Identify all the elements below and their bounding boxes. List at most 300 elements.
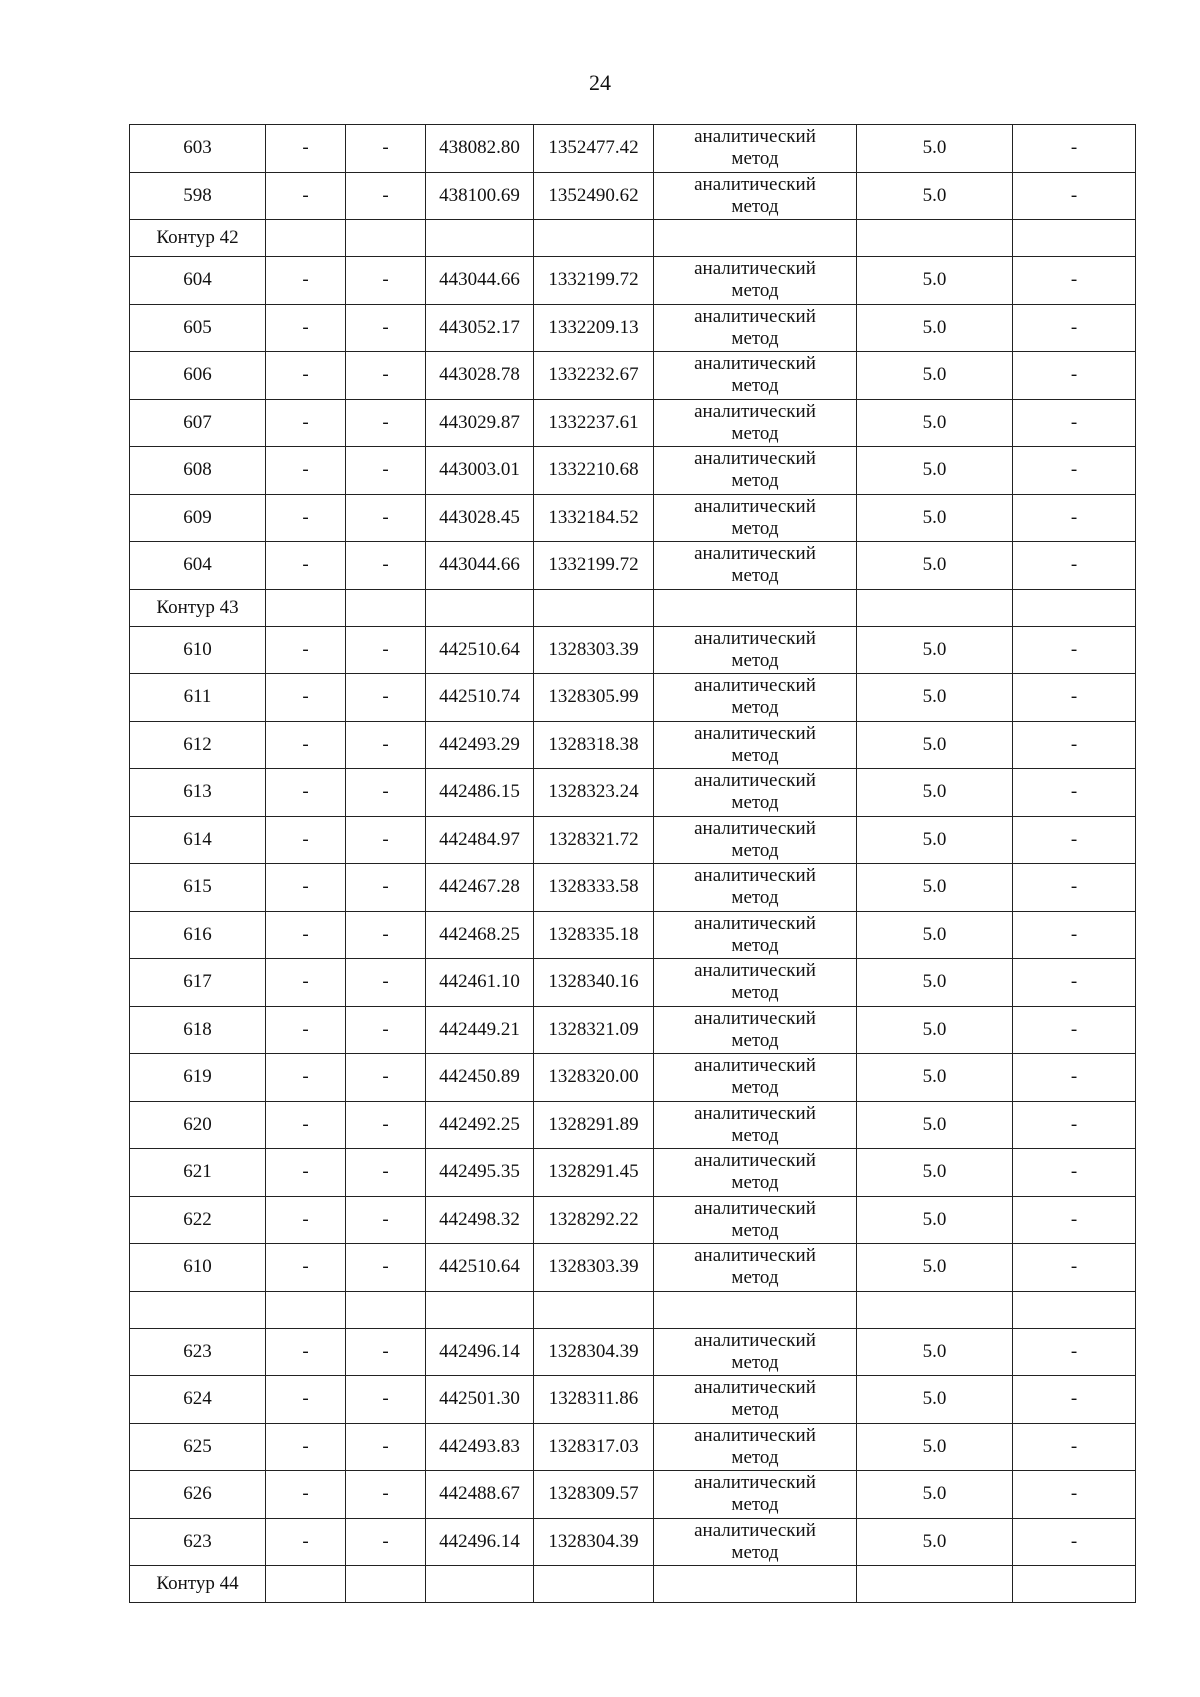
empty-cell [534,589,654,626]
point-row [130,959,1136,1007]
point-row [130,304,1136,352]
point-number: 616 [130,911,266,959]
method-line-1: аналитический [694,1102,816,1124]
empty-dash-cell: - [266,1518,346,1566]
point-row [130,721,1136,769]
method-line-2: метод [731,1351,779,1373]
empty-dash-cell: - [346,542,426,590]
method-line-1: аналитический [694,400,816,422]
method-line-2: метод [731,697,779,719]
x-coordinate: 443028.78 [426,352,534,400]
empty-dash-cell: - [266,1423,346,1471]
method-line-1: аналитический [694,1150,816,1172]
method-cell [654,1006,857,1054]
method-line-1: аналитический [694,912,816,934]
method-line-2: метод [731,565,779,587]
point-number: 614 [130,816,266,864]
method-cell [654,494,857,542]
empty-dash-cell: - [266,1196,346,1244]
contour-label: Контур 44 [130,1566,266,1603]
empty-cell [534,1566,654,1603]
point-number: 604 [130,257,266,305]
x-coordinate: 443052.17 [426,304,534,352]
method-line-2: метод [731,934,779,956]
empty-dash-cell: - [346,1006,426,1054]
empty-cell [266,1566,346,1603]
method-line-2: метод [731,839,779,861]
point-number: 615 [130,864,266,912]
method-cell [654,674,857,722]
empty-dash-cell: - [266,1149,346,1197]
page-number: 24 [589,70,611,95]
point-row [130,1006,1136,1054]
y-coordinate: 1328321.09 [534,1006,654,1054]
point-number: 610 [130,1244,266,1292]
y-coordinate: 1328335.18 [534,911,654,959]
empty-dash-cell: - [1013,1196,1136,1244]
precision-value: 5.0 [857,864,1013,912]
precision-value: 5.0 [857,304,1013,352]
empty-dash-cell: - [1013,1328,1136,1376]
x-coordinate: 443029.87 [426,399,534,447]
empty-dash-cell: - [266,399,346,447]
point-number: 623 [130,1518,266,1566]
point-number: 607 [130,399,266,447]
point-row [130,1101,1136,1149]
empty-cell [266,220,346,257]
method-line-1: аналитический [694,1377,816,1399]
empty-dash-cell: - [1013,542,1136,590]
empty-dash-cell: - [1013,172,1136,220]
empty-cell [1013,1291,1136,1328]
y-coordinate: 1328318.38 [534,721,654,769]
empty-dash-cell: - [1013,1423,1136,1471]
empty-dash-cell: - [266,257,346,305]
precision-value: 5.0 [857,257,1013,305]
method-line-2: метод [731,375,779,397]
x-coordinate: 442501.30 [426,1376,534,1424]
point-row [130,1196,1136,1244]
precision-value: 5.0 [857,1196,1013,1244]
empty-cell [346,589,426,626]
contour-label: Контур 42 [130,220,266,257]
point-row [130,352,1136,400]
y-coordinate: 1328303.39 [534,626,654,674]
x-coordinate: 443003.01 [426,447,534,495]
empty-dash-cell: - [346,911,426,959]
method-line-2: метод [731,1399,779,1421]
empty-dash-cell: - [266,352,346,400]
empty-dash-cell: - [346,959,426,1007]
method-line-1: аналитический [694,675,816,697]
y-coordinate: 1332209.13 [534,304,654,352]
method-line-2: метод [731,1172,779,1194]
y-coordinate: 1328317.03 [534,1423,654,1471]
x-coordinate: 442495.35 [426,1149,534,1197]
point-number: 619 [130,1054,266,1102]
point-row [130,864,1136,912]
point-row [130,257,1136,305]
method-line-2: метод [731,470,779,492]
empty-dash-cell: - [1013,1101,1136,1149]
x-coordinate: 443028.45 [426,494,534,542]
method-line-1: аналитический [694,865,816,887]
method-line-2: метод [731,517,779,539]
precision-value: 5.0 [857,1376,1013,1424]
empty-dash-cell: - [346,1471,426,1519]
empty-dash-cell: - [346,721,426,769]
x-coordinate: 442468.25 [426,911,534,959]
y-coordinate: 1328292.22 [534,1196,654,1244]
x-coordinate: 442498.32 [426,1196,534,1244]
empty-dash-cell: - [1013,816,1136,864]
y-coordinate: 1332184.52 [534,494,654,542]
empty-cell [654,1291,857,1328]
point-row [130,626,1136,674]
method-line-1: аналитический [694,1424,816,1446]
empty-dash-cell: - [1013,1244,1136,1292]
x-coordinate: 443044.66 [426,542,534,590]
empty-dash-cell: - [266,172,346,220]
y-coordinate: 1328309.57 [534,1471,654,1519]
precision-value: 5.0 [857,769,1013,817]
method-line-2: метод [731,1494,779,1516]
empty-cell [857,1291,1013,1328]
x-coordinate: 442484.97 [426,816,534,864]
empty-dash-cell: - [1013,1054,1136,1102]
method-line-1: аналитический [694,258,816,280]
method-cell [654,1149,857,1197]
empty-dash-cell: - [346,447,426,495]
method-line-2: метод [731,327,779,349]
method-line-1: аналитический [694,126,816,148]
empty-dash-cell: - [1013,447,1136,495]
x-coordinate: 442486.15 [426,769,534,817]
precision-value: 5.0 [857,911,1013,959]
point-number: 621 [130,1149,266,1197]
y-coordinate: 1328323.24 [534,769,654,817]
empty-cell [346,220,426,257]
empty-dash-cell: - [346,626,426,674]
empty-dash-cell: - [346,1376,426,1424]
x-coordinate: 442467.28 [426,864,534,912]
method-cell [654,769,857,817]
y-coordinate: 1328340.16 [534,959,654,1007]
point-number: 620 [130,1101,266,1149]
empty-dash-cell: - [266,447,346,495]
empty-dash-cell: - [266,304,346,352]
y-coordinate: 1332199.72 [534,542,654,590]
empty-dash-cell: - [266,674,346,722]
x-coordinate: 442488.67 [426,1471,534,1519]
empty-dash-cell: - [1013,304,1136,352]
empty-dash-cell: - [346,172,426,220]
precision-value: 5.0 [857,721,1013,769]
x-coordinate: 442496.14 [426,1518,534,1566]
point-number: 617 [130,959,266,1007]
empty-cell [426,1291,534,1328]
empty-dash-cell: - [1013,257,1136,305]
empty-dash-cell: - [1013,911,1136,959]
empty-cell [534,1291,654,1328]
point-number: 605 [130,304,266,352]
precision-value: 5.0 [857,1518,1013,1566]
point-number: 624 [130,1376,266,1424]
empty-dash-cell: - [1013,959,1136,1007]
contour-label: Контур 43 [130,589,266,626]
method-cell [654,626,857,674]
precision-value: 5.0 [857,494,1013,542]
y-coordinate: 1332232.67 [534,352,654,400]
y-coordinate: 1352490.62 [534,172,654,220]
empty-dash-cell: - [1013,399,1136,447]
x-coordinate: 442450.89 [426,1054,534,1102]
y-coordinate: 1328305.99 [534,674,654,722]
empty-dash-cell: - [266,769,346,817]
method-line-1: аналитический [694,543,816,565]
empty-dash-cell: - [1013,1006,1136,1054]
x-coordinate: 442510.74 [426,674,534,722]
method-line-2: метод [731,744,779,766]
point-row [130,674,1136,722]
empty-dash-cell: - [266,1471,346,1519]
method-cell [654,125,857,173]
empty-dash-cell: - [346,1244,426,1292]
x-coordinate: 442449.21 [426,1006,534,1054]
point-row [130,447,1136,495]
empty-dash-cell: - [266,1054,346,1102]
method-line-1: аналитический [694,1472,816,1494]
point-row [130,1149,1136,1197]
contour-header-row [130,1566,1136,1603]
method-line-1: аналитический [694,627,816,649]
empty-dash-cell: - [266,494,346,542]
method-cell [654,1054,857,1102]
empty-dash-cell: - [1013,864,1136,912]
method-line-1: аналитический [694,173,816,195]
method-line-1: аналитический [694,495,816,517]
empty-dash-cell: - [266,1244,346,1292]
method-line-2: метод [731,1267,779,1289]
y-coordinate: 1328304.39 [534,1518,654,1566]
point-number: 612 [130,721,266,769]
method-line-1: аналитический [694,305,816,327]
empty-dash-cell: - [346,674,426,722]
empty-cell [266,1291,346,1328]
precision-value: 5.0 [857,1471,1013,1519]
empty-dash-cell: - [266,816,346,864]
point-number: 609 [130,494,266,542]
empty-dash-cell: - [346,494,426,542]
method-line-1: аналитический [694,1197,816,1219]
precision-value: 5.0 [857,1101,1013,1149]
method-cell [654,399,857,447]
method-line-1: аналитический [694,722,816,744]
empty-dash-cell: - [346,1518,426,1566]
method-cell [654,864,857,912]
method-cell [654,304,857,352]
empty-dash-cell: - [1013,494,1136,542]
point-number: 598 [130,172,266,220]
precision-value: 5.0 [857,1423,1013,1471]
y-coordinate: 1332199.72 [534,257,654,305]
point-number: 613 [130,769,266,817]
empty-cell [857,220,1013,257]
point-number: 626 [130,1471,266,1519]
method-cell [654,542,857,590]
point-number: 618 [130,1006,266,1054]
method-cell [654,1328,857,1376]
empty-dash-cell: - [266,626,346,674]
method-line-2: метод [731,422,779,444]
empty-dash-cell: - [1013,125,1136,173]
point-row [130,1518,1136,1566]
empty-dash-cell: - [346,125,426,173]
point-row [130,816,1136,864]
point-row [130,1376,1136,1424]
point-number: 604 [130,542,266,590]
precision-value: 5.0 [857,542,1013,590]
x-coordinate: 438100.69 [426,172,534,220]
empty-dash-cell: - [346,1328,426,1376]
y-coordinate: 1328303.39 [534,1244,654,1292]
empty-dash-cell: - [1013,721,1136,769]
method-line-2: метод [731,792,779,814]
method-line-2: метод [731,1219,779,1241]
precision-value: 5.0 [857,1328,1013,1376]
empty-dash-cell: - [1013,1149,1136,1197]
method-cell [654,1376,857,1424]
contour-header-row [130,589,1136,626]
x-coordinate: 438082.80 [426,125,534,173]
empty-cell [654,589,857,626]
y-coordinate: 1328321.72 [534,816,654,864]
precision-value: 5.0 [857,172,1013,220]
empty-cell [1013,589,1136,626]
point-number: 603 [130,125,266,173]
point-number: 622 [130,1196,266,1244]
method-line-2: метод [731,982,779,1004]
y-coordinate: 1328304.39 [534,1328,654,1376]
method-line-1: аналитический [694,1007,816,1029]
y-coordinate: 1328333.58 [534,864,654,912]
method-line-2: метод [731,1029,779,1051]
point-number: 611 [130,674,266,722]
empty-dash-cell: - [1013,1376,1136,1424]
empty-cell [654,220,857,257]
empty-dash-cell: - [266,959,346,1007]
method-line-1: аналитический [694,1519,816,1541]
precision-value: 5.0 [857,399,1013,447]
empty-dash-cell: - [1013,352,1136,400]
point-number: 608 [130,447,266,495]
method-line-1: аналитический [694,1245,816,1267]
y-coordinate: 1352477.42 [534,125,654,173]
y-coordinate: 1328320.00 [534,1054,654,1102]
y-coordinate: 1328291.89 [534,1101,654,1149]
point-row [130,911,1136,959]
empty-dash-cell: - [346,769,426,817]
empty-cell [130,1291,266,1328]
empty-cell [426,220,534,257]
method-line-1: аналитический [694,448,816,470]
empty-dash-cell: - [1013,674,1136,722]
point-row [130,1244,1136,1292]
x-coordinate: 443044.66 [426,257,534,305]
blank-row [130,1291,1136,1328]
x-coordinate: 442493.29 [426,721,534,769]
point-row [130,399,1136,447]
coordinates-table-body [130,125,1136,1603]
empty-cell [426,589,534,626]
x-coordinate: 442510.64 [426,626,534,674]
method-cell [654,816,857,864]
x-coordinate: 442510.64 [426,1244,534,1292]
empty-dash-cell: - [1013,769,1136,817]
empty-dash-cell: - [346,1423,426,1471]
point-number: 606 [130,352,266,400]
method-cell [654,257,857,305]
method-cell [654,1518,857,1566]
point-row [130,125,1136,173]
point-number: 625 [130,1423,266,1471]
contour-header-row [130,220,1136,257]
method-line-2: метод [731,1077,779,1099]
empty-dash-cell: - [266,1101,346,1149]
empty-dash-cell: - [266,542,346,590]
x-coordinate: 442493.83 [426,1423,534,1471]
method-line-2: метод [731,887,779,909]
empty-dash-cell: - [1013,1471,1136,1519]
empty-dash-cell: - [266,864,346,912]
empty-dash-cell: - [346,1149,426,1197]
method-line-1: аналитический [694,353,816,375]
empty-dash-cell: - [266,911,346,959]
empty-dash-cell: - [346,1054,426,1102]
y-coordinate: 1332237.61 [534,399,654,447]
precision-value: 5.0 [857,125,1013,173]
precision-value: 5.0 [857,1006,1013,1054]
method-cell [654,352,857,400]
precision-value: 5.0 [857,816,1013,864]
method-line-2: метод [731,1541,779,1563]
method-line-1: аналитический [694,817,816,839]
point-row [130,172,1136,220]
empty-cell [654,1566,857,1603]
empty-cell [1013,220,1136,257]
method-cell [654,1423,857,1471]
x-coordinate: 442492.25 [426,1101,534,1149]
method-line-2: метод [731,1124,779,1146]
method-line-2: метод [731,195,779,217]
empty-cell [534,220,654,257]
method-line-2: метод [731,1446,779,1468]
point-row [130,542,1136,590]
method-line-1: аналитический [694,960,816,982]
precision-value: 5.0 [857,1244,1013,1292]
empty-dash-cell: - [346,1101,426,1149]
empty-dash-cell: - [346,864,426,912]
point-row [130,1328,1136,1376]
precision-value: 5.0 [857,1149,1013,1197]
x-coordinate: 442461.10 [426,959,534,1007]
precision-value: 5.0 [857,1054,1013,1102]
point-number: 610 [130,626,266,674]
point-row [130,769,1136,817]
point-number: 623 [130,1328,266,1376]
empty-cell [1013,1566,1136,1603]
y-coordinate: 1328311.86 [534,1376,654,1424]
